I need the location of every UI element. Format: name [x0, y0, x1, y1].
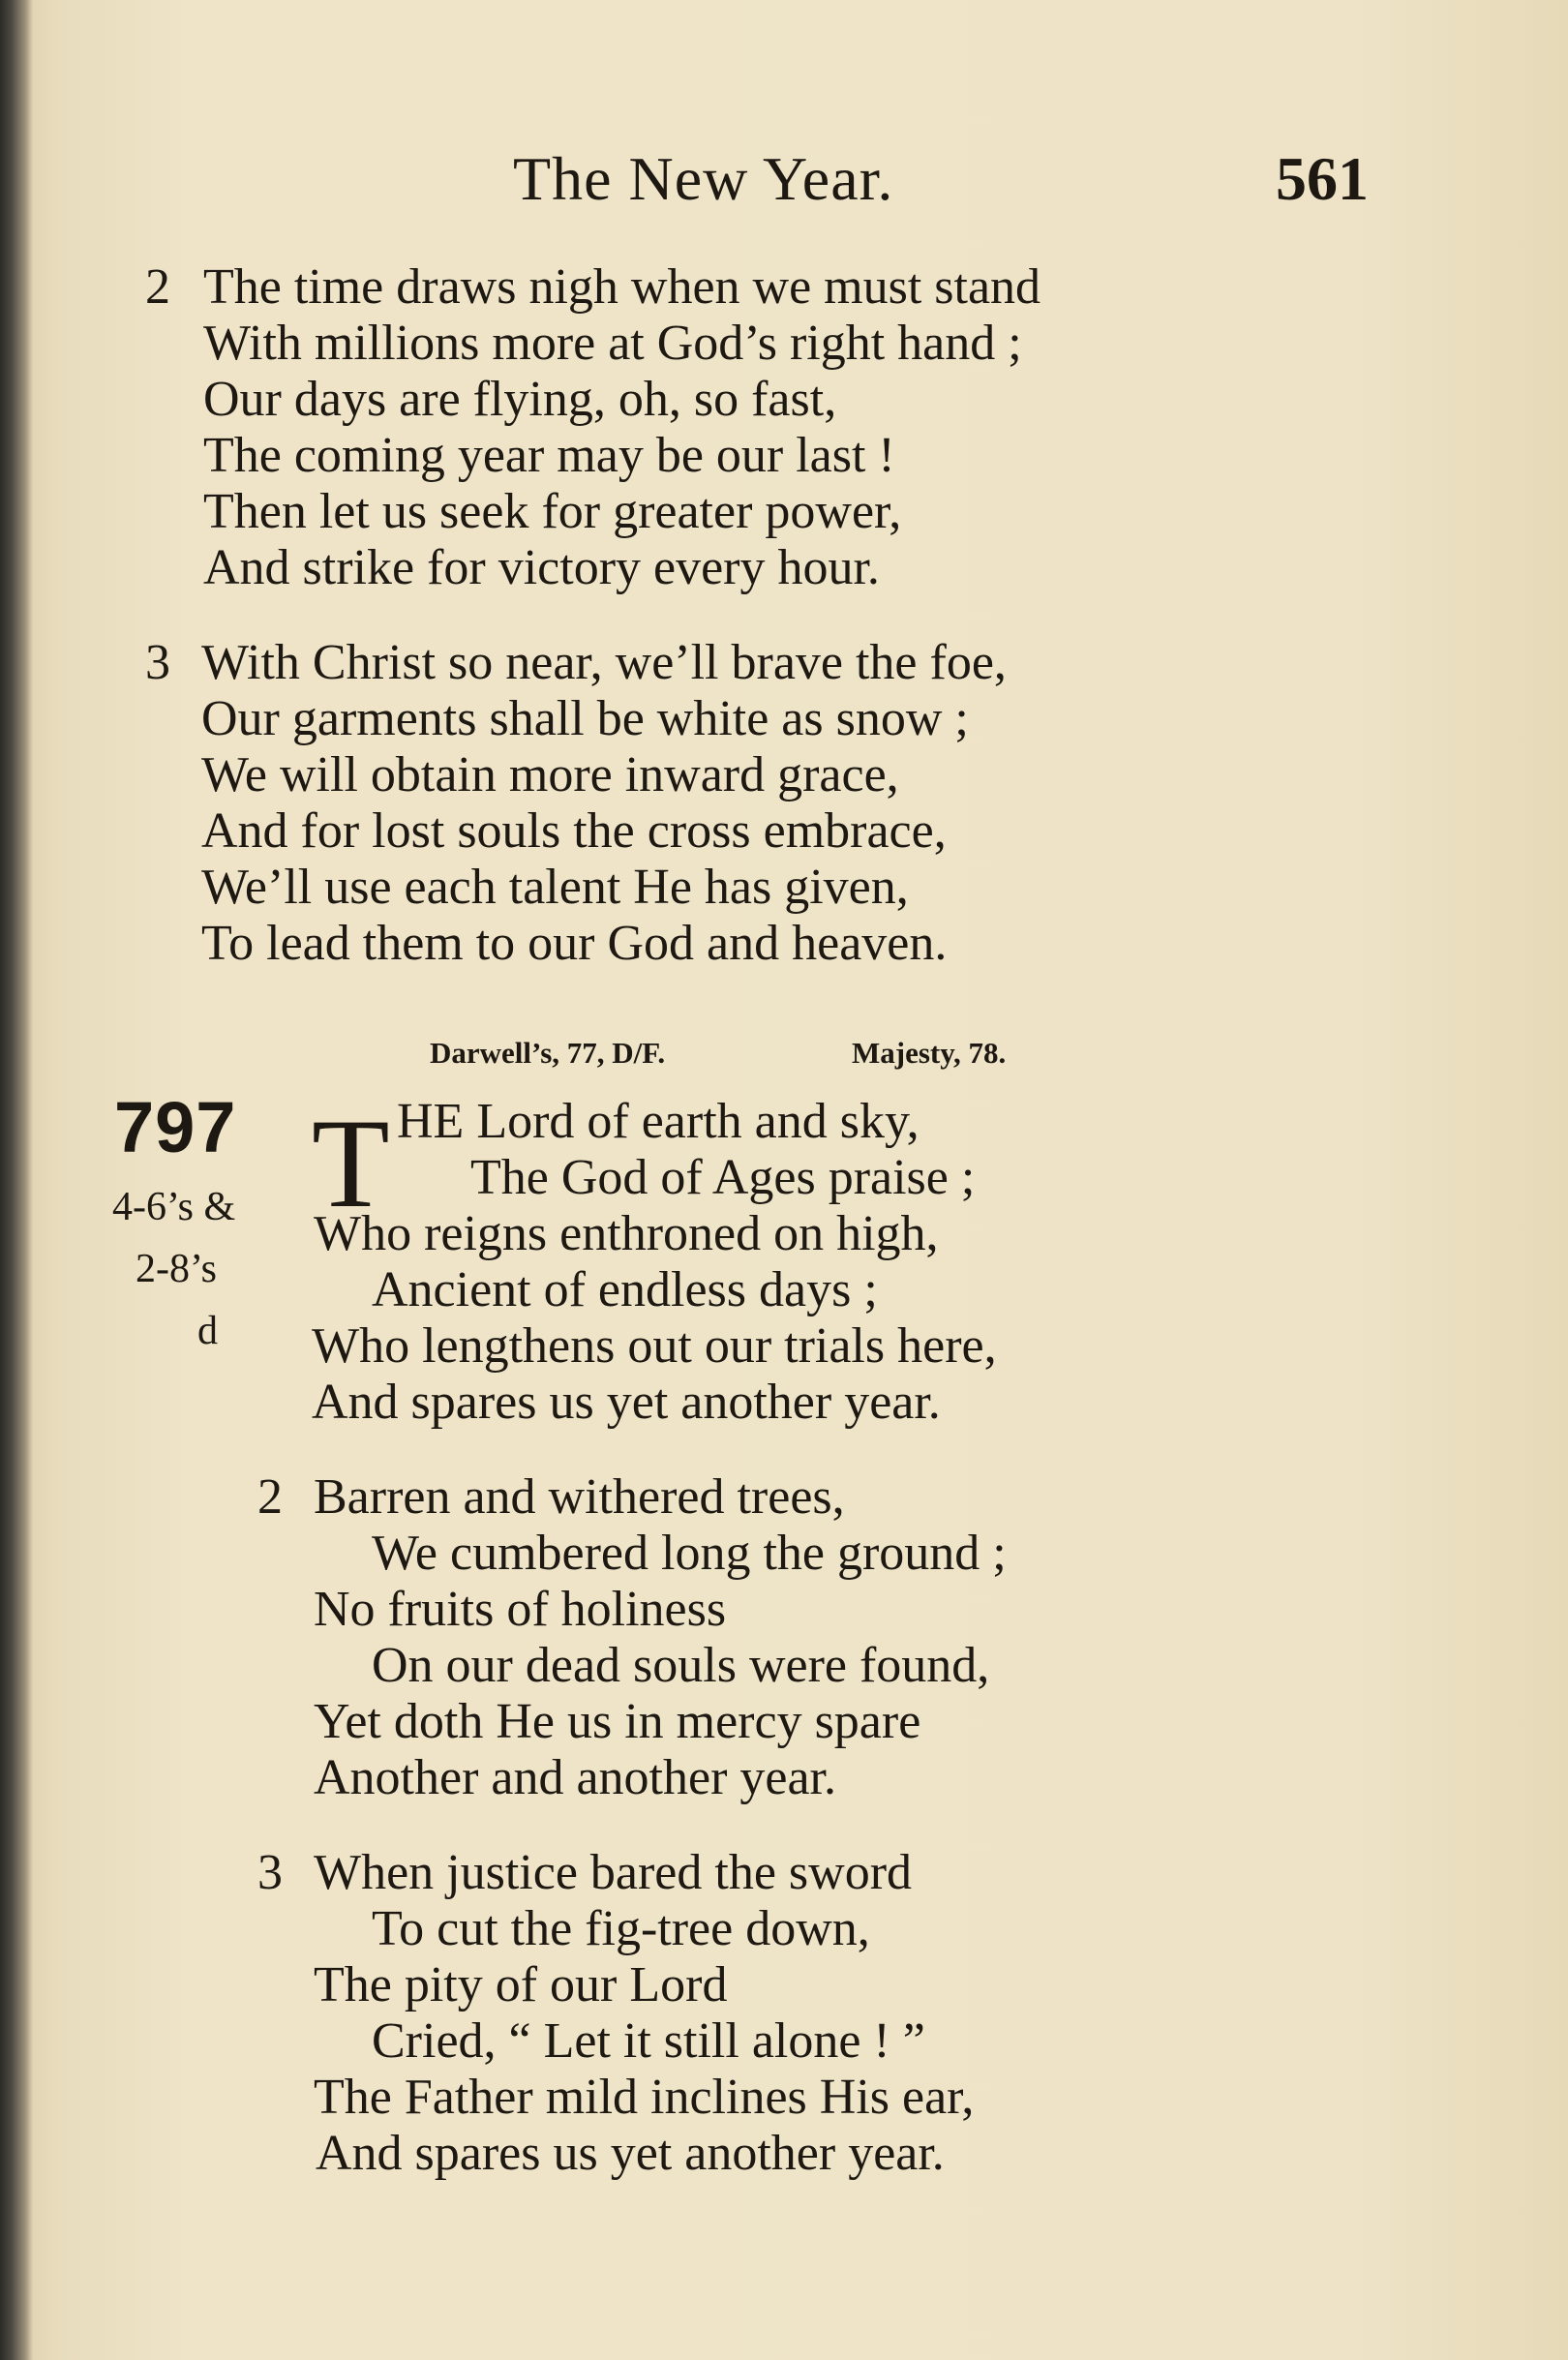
verse-number: 3	[257, 1845, 283, 1900]
tune-name: Darwell’s, 77, D/F.	[430, 1036, 666, 1070]
verse-line: And strike for victory every hour.	[203, 540, 880, 595]
book-binding-edge	[0, 0, 33, 2360]
verse-line: And spares us yet another year.	[312, 1375, 941, 1430]
verse-line: To cut the fig-tree down,	[372, 1901, 870, 1956]
verse-line: And for lost souls the cross embrace,	[201, 803, 947, 859]
page-number: 561	[1276, 144, 1369, 213]
verse-line: With millions more at God’s right hand ;	[203, 316, 1022, 371]
verse-line: No fruits of holiness	[314, 1582, 727, 1637]
page-header	[0, 143, 1568, 221]
verse-line: Ancient of endless days ;	[372, 1262, 878, 1317]
verse-number: 3	[145, 635, 170, 690]
verse-line: Cried, “ Let it still alone ! ”	[372, 2013, 925, 2069]
meter-line: 4-6’s &	[112, 1185, 236, 1229]
verse-line: We cumbered long the ground ;	[372, 1526, 1007, 1581]
verse-line: The time draws nigh when we must stand	[203, 259, 1041, 315]
meter-line: d	[197, 1309, 218, 1353]
verse-line: Who lengthens out our trials here,	[312, 1318, 997, 1374]
verse-line: We will obtain more inward grace,	[201, 747, 899, 802]
verse-number: 2	[257, 1469, 283, 1525]
tune-names	[430, 1036, 1007, 1071]
verse-line: Who reigns enthroned on high,	[314, 1206, 939, 1261]
hymn-number: 797	[114, 1087, 237, 1167]
verse-line: And spares us yet another year.	[316, 2126, 945, 2181]
verse-line: Our days are flying, oh, so fast,	[203, 372, 837, 427]
verse-line: The God of Ages praise ;	[470, 1150, 976, 1205]
verse-line: The Father mild inclines His ear,	[314, 2070, 975, 2125]
verse-line: HE Lord of earth and sky,	[397, 1094, 920, 1149]
meter-line: 2-8’s	[136, 1247, 217, 1291]
verse-line: On our dead souls were found,	[372, 1638, 990, 1693]
verse-line: The pity of our Lord	[314, 1957, 728, 2012]
verse-line: Yet doth He us in mercy spare	[314, 1694, 921, 1749]
verse-line: When justice bared the sword	[314, 1845, 913, 1900]
verse-line: With Christ so near, we’ll brave the foe,	[201, 635, 1007, 690]
tune-name: Majesty, 78.	[852, 1036, 1007, 1070]
verse-line: Barren and withered trees,	[314, 1469, 845, 1525]
verse-line: The coming year may be our last !	[203, 428, 895, 483]
verse-line: Then let us seek for greater power,	[203, 484, 902, 539]
section-title: The New Year.	[513, 144, 894, 213]
verse-number: 2	[145, 259, 170, 315]
verse-line: Another and another year.	[314, 1750, 837, 1805]
verse-line: To lead them to our God and heaven.	[201, 916, 948, 971]
verse-line: We’ll use each talent He has given,	[201, 860, 909, 915]
verse-line: Our garments shall be white as snow ;	[201, 691, 969, 746]
drop-cap: T	[312, 1092, 390, 1234]
